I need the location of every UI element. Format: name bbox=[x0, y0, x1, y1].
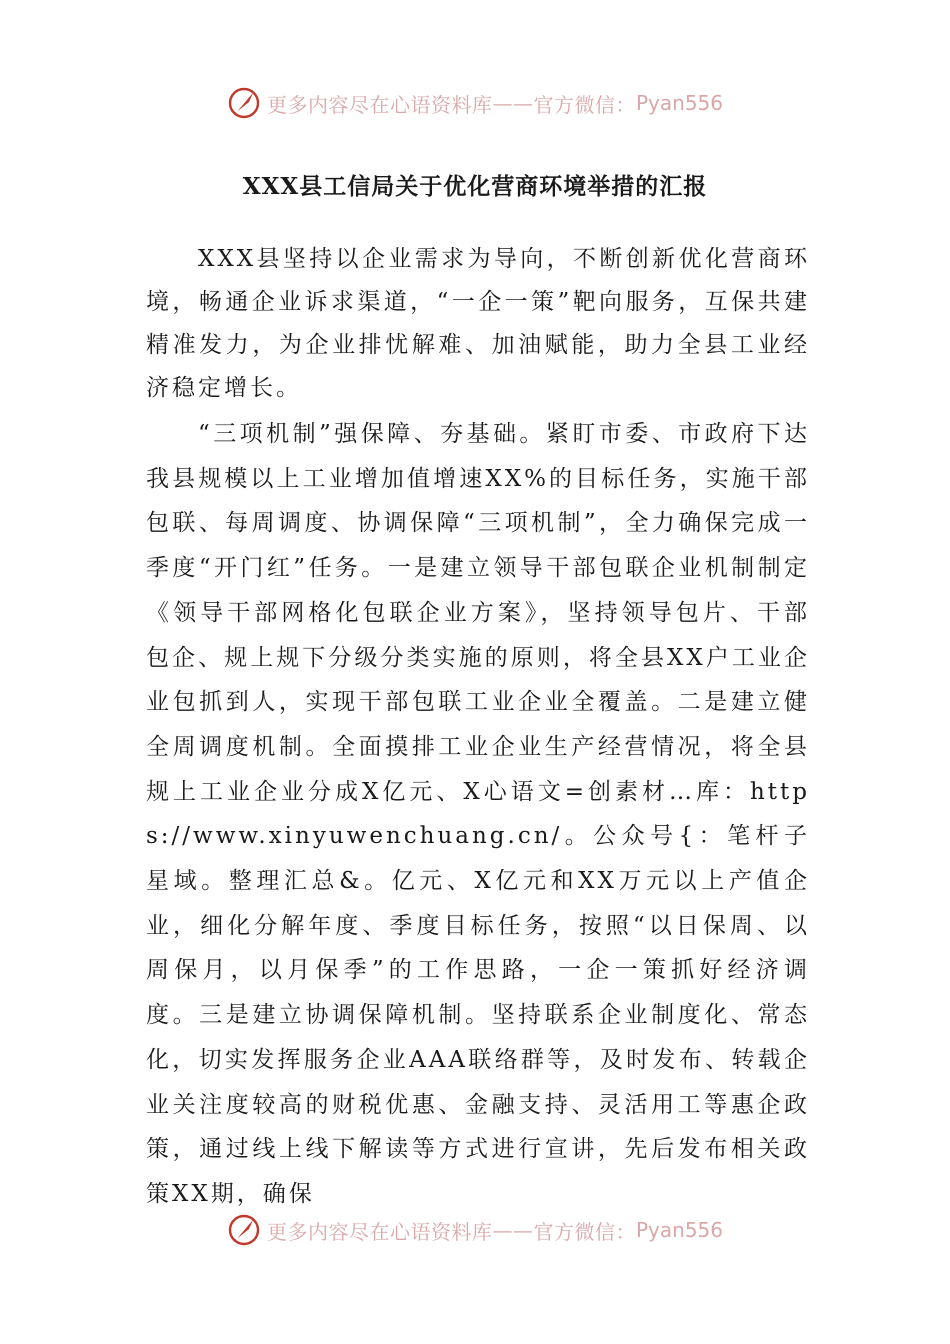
quill-logo-icon bbox=[227, 1213, 261, 1247]
watermark-wechat-label: 官方微信： bbox=[533, 92, 636, 117]
watermark-banner-top bbox=[0, 78, 950, 128]
document-title: XXX县工信局关于优化营商环境举措的汇报 bbox=[242, 173, 708, 200]
body-paragraph-2: “三项机制”强保障、夯基础。紧盯市委、市政府下达我县规模以上工业增加值增速XX%的目标任务，实施干部包联、每周调度、协调保障“三项机制”，全力确保完成一季度“开门红”任务。一是建立领导干部包联企业机制制定《领导干部网格化包联企业方案》，坚持领导包片、干部包企、规上规下分级分类实施的原则，将全县XX户工业企业包抓到人，实现干部包联工业企业全覆盖。二是建立健全周调度机制。全面摸排工业企业生产经营情况，将全县规上工业企业分成X亿元、X心语文=创素材…库：https://www.xinyuwenchuang.cn/。公众号{：笔杆子星域。整理汇总&。亿元、X亿元和XX万元以上产值企业，细化分解年度、季度目标任务，按照“以日保周、以周保月，以月保季”的工作思路，一企一策抓好经济调度。三是建立协调保障机制。坚持联系企业制度化、常态化，切实发挥服务企业AAA联络群等，及时发布、转载企业关注度较高的财税优惠、金融支持、灵活用工等惠企政策，通过线上线下解读等方式进行宣讲，先后发布相关政策XX期，确保 bbox=[146, 421, 810, 1207]
watermark-wechat-id: Pyan556 bbox=[635, 1218, 723, 1242]
watermark-text: 更多内容尽在心语资料库 bbox=[266, 92, 493, 117]
watermark-text: 更多内容尽在心语资料库 bbox=[266, 1219, 493, 1244]
watermark-dash: —— bbox=[492, 1218, 534, 1242]
quill-logo-icon bbox=[227, 86, 261, 120]
body-paragraph-1: XXX县坚持以企业需求为导向，不断创新优化营商环境，畅通企业诉求渠道，“一企一策”靶向服务，互保共建精准发力，为企业排忧解难、加油赋能，助力全县工业经济稳定增长。 bbox=[146, 246, 810, 401]
watermark-banner-bottom bbox=[0, 1205, 950, 1255]
watermark-dash: —— bbox=[492, 91, 534, 115]
watermark-wechat-id: Pyan556 bbox=[635, 91, 723, 115]
watermark-wechat-label: 官方微信： bbox=[533, 1219, 636, 1244]
